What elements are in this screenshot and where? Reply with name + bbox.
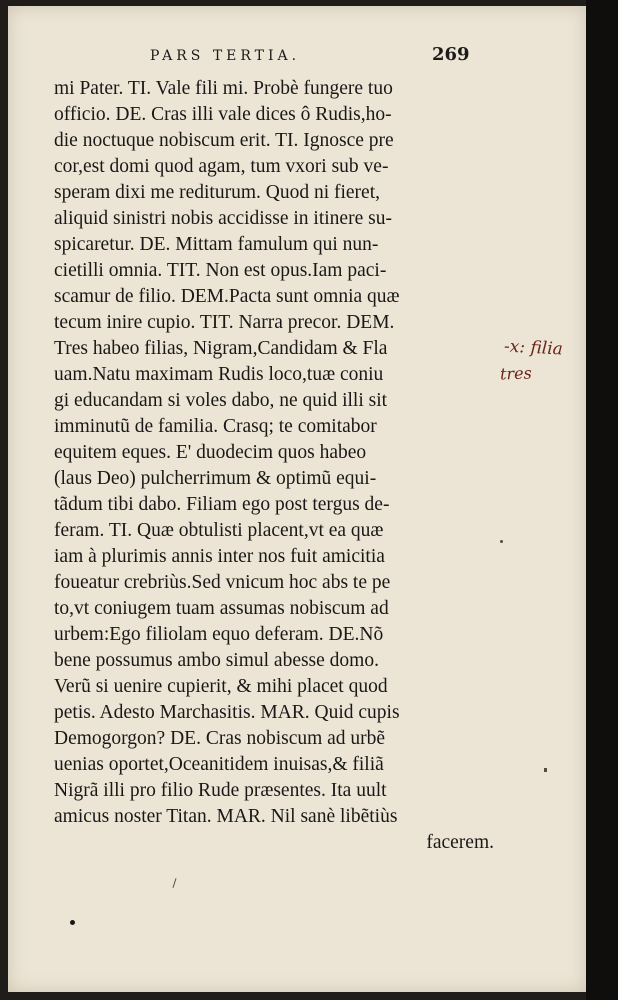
text-line: gi educandam si voles dabo, ne quid illi sit — [54, 390, 388, 411]
text-line: mi Pater. TI. Vale fili mi. Probè fungere tuo — [54, 78, 393, 99]
text-line: tecum inire cupio. TIT. Narra precor. DEM. — [54, 312, 395, 333]
page-header — [150, 44, 490, 68]
ink-spot — [500, 540, 503, 543]
text-line: urbem:Ego filiolam equo deferam. DE.Nõ — [54, 624, 384, 645]
text-line: foueatur crebriùs.Sed vnicum hoc abs te pe — [54, 572, 391, 593]
text-line: uam.Natu maximam Rudis loco,tuæ coniu — [54, 364, 384, 385]
text-line: cietilli omnia. TIT. Non est opus.Iam paci- — [54, 260, 387, 281]
ink-spot — [544, 768, 547, 772]
text-line: Nigrã illi pro filio Rude præsentes. Ita uult — [54, 780, 387, 801]
text-line: die noctuque nobiscum erit. TI. Ignosce pre — [54, 130, 394, 151]
book-edge-shadow — [586, 0, 618, 1000]
text-line: Demogorgon? DE. Cras nobiscum ad urbẽ — [54, 728, 386, 749]
catchword: facerem. — [426, 832, 494, 853]
text-line: amicus noster Titan. MAR. Nil sanè libẽtiùs — [54, 806, 398, 827]
text-line: aliquid sinistri nobis accidisse in itinere su- — [54, 208, 392, 229]
body-text — [54, 76, 494, 856]
text-line-underlined: Tres habeo filias, Nigram,Candidam & Fla — [54, 338, 388, 359]
text-line: equitem eques. E' duodecim quos habeo — [54, 442, 367, 463]
text-line: uenias oportet,Oceanitidem inuisas,& filiã — [54, 754, 384, 775]
text-line: to,vt coniugem tuam assumas nobiscum ad — [54, 598, 389, 619]
running-title: PARS TERTIA. — [150, 48, 301, 64]
text-line: speram dixi me rediturum. Quod ni fieret, — [54, 182, 380, 203]
margin-annotation: -x: filia — [503, 336, 564, 360]
text-line: iam à plurimis annis inter nos fuit amicitia — [54, 546, 385, 567]
text-line-underlined: tãdum tibi dabo. Filiam ego post tergus de- — [54, 494, 390, 515]
margin-annotation: tres — [499, 363, 533, 384]
text-line: petis. Adesto Marchasitis. MAR. Quid cupis — [54, 702, 400, 723]
text-line: feram. TI. Quæ obtulisti placent,vt ea quæ — [54, 520, 384, 541]
text-line: bene possumus ambo simul abesse domo. — [54, 650, 379, 671]
text-line: scamur de filio. DEM.Pacta sunt omnia quæ — [54, 286, 400, 307]
text-line: officio. DE. Cras illi vale dices ô Rudis,ho- — [54, 104, 392, 125]
text-line: cor,est domi quod agam, tum vxori sub ve- — [54, 156, 389, 177]
page-number: 269 — [432, 44, 470, 65]
text-line: spicaretur. DE. Mittam famulum qui nun- — [54, 234, 379, 255]
text-line: imminutũ de familia. Crasq; te comitabor — [54, 416, 377, 437]
ink-spot — [70, 920, 75, 925]
text-line: (laus Deo) pulcherrimum & optimũ equi- — [54, 468, 377, 489]
text-line: Verũ si uenire cupierit, & mihi placet quod — [54, 676, 388, 697]
